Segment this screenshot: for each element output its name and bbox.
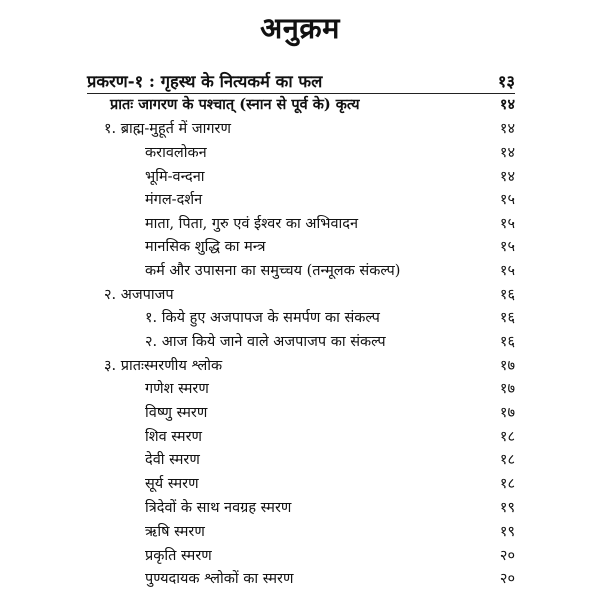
toc-page-number: १७	[499, 381, 515, 397]
toc-page-number: १४	[499, 96, 515, 113]
toc-entry-text: २. आज किये जाने वाले अजपाजप का संकल्प	[145, 334, 386, 350]
toc-entry-text: माता, पिता, गुरु एवं ईश्वर का अभिवादन	[145, 216, 359, 232]
toc-row	[0, 425, 600, 449]
toc-entry-text: भूमि-वन्दना	[145, 169, 205, 185]
toc-entry-text: मंगल-दर्शन	[145, 192, 203, 208]
toc-row	[0, 306, 600, 330]
toc-page-number: १८	[499, 429, 515, 445]
toc-row	[0, 283, 600, 307]
toc-row	[0, 472, 600, 496]
toc-row	[0, 259, 600, 283]
toc-page-number: १४	[499, 145, 515, 161]
toc-row	[0, 212, 600, 236]
toc-page-number: १५	[499, 239, 515, 255]
toc-page-number: १७	[499, 405, 515, 421]
toc-page-number: १६	[499, 310, 515, 326]
toc-page-number: १४	[499, 121, 515, 137]
toc-row	[0, 165, 600, 189]
toc-page-number: १५	[499, 216, 515, 232]
toc-page-number: १४	[499, 169, 515, 185]
toc-row	[0, 117, 600, 141]
toc-row	[0, 544, 600, 568]
toc-entry-text: करावलोकन	[145, 145, 207, 161]
toc-page-number: १८	[499, 476, 515, 492]
toc-row	[0, 448, 600, 472]
toc-page-number: १७	[499, 358, 515, 374]
toc-entry-text: देवी स्मरण	[145, 452, 200, 468]
toc-entry-text: २. अजपाजप	[104, 287, 174, 303]
toc-page-number: १६	[499, 287, 515, 303]
toc-entry-text: १. किये हुए अजपापज के समर्पण का संकल्प	[145, 310, 380, 326]
toc-row	[0, 235, 600, 259]
toc-row	[0, 377, 600, 401]
toc-entry-text: सूर्य स्मरण	[145, 476, 199, 492]
toc-entry-text: शिव स्मरण	[145, 429, 203, 445]
toc-row	[0, 330, 600, 354]
toc-page-number: १५	[499, 263, 515, 279]
toc-entry-text: विष्णु स्मरण	[145, 405, 208, 421]
toc-page-number: १९	[499, 524, 515, 540]
toc-entry-text: ऋषि स्मरण	[145, 524, 205, 540]
toc-page-number: १८	[499, 452, 515, 468]
toc-page-number: १३	[497, 72, 515, 91]
toc-page-number: २०	[499, 571, 515, 587]
toc-row	[0, 567, 600, 591]
toc-entry-text: पुण्यदायक श्लोकों का स्मरण	[145, 571, 294, 587]
toc-row	[0, 354, 600, 378]
toc-entry-text: मानसिक शुद्धि का मन्त्र	[145, 239, 266, 255]
toc-row	[0, 520, 600, 544]
toc-entry-text: गणेश स्मरण	[145, 381, 209, 397]
toc-row	[0, 188, 600, 212]
toc-row	[0, 141, 600, 165]
toc-page-number: २०	[499, 548, 515, 564]
toc-page-number: १९	[499, 500, 515, 516]
toc-entry-text: कर्म और उपासना का समुच्चय (तन्मूलक संकल्प)	[145, 263, 401, 279]
toc-row	[0, 401, 600, 425]
toc-page-number: १६	[499, 334, 515, 350]
toc-entry-text: त्रिदेवों के साथ नवग्रह स्मरण	[145, 500, 292, 516]
page-title: अनुक्रम	[260, 11, 340, 45]
toc-entry-text: प्रकरण-१ : गृहस्थ के नित्यकर्म का फल	[87, 72, 323, 91]
toc-row	[0, 496, 600, 520]
toc-section-row	[0, 93, 600, 117]
toc-entry-text: १. ब्राह्म-मुहूर्त में जागरण	[104, 121, 231, 137]
toc-page-number: १५	[499, 192, 515, 208]
toc-entry-text: प्रकृति स्मरण	[145, 548, 212, 564]
toc-chapter-row	[0, 70, 600, 94]
toc-entry-text: प्रातः जागरण के पश्चात् (स्नान से पूर्व के) कृत्य	[110, 96, 360, 113]
toc-entry-text: ३. प्रातःस्मरणीय श्लोक	[104, 358, 223, 374]
